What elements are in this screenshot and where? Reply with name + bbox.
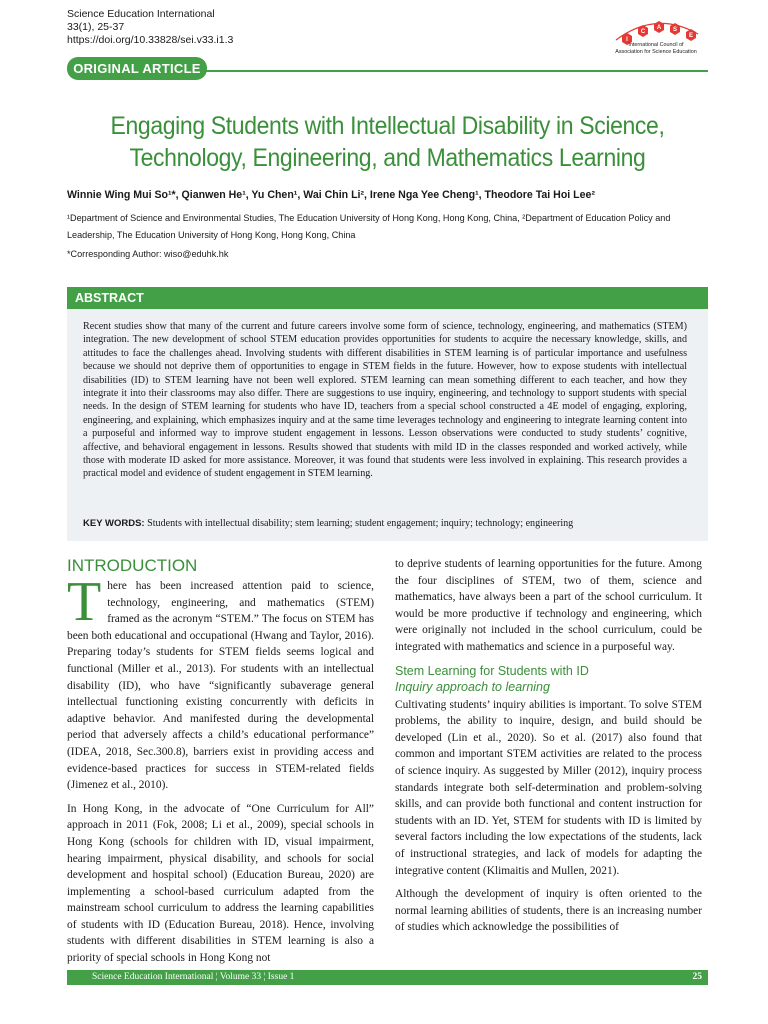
header-rule (205, 70, 708, 72)
page-number: 25 (692, 972, 702, 982)
footer-separator-1: ¦ (215, 972, 218, 982)
logo-caption-line1: International Council of (628, 42, 684, 48)
logo-letter-e: E (688, 33, 694, 40)
right-paragraph-1: to deprive students of learning opportunities for the future. Among the four disciplines of STEM, two of them, science and mathematics, have always been a part of the school curriculum. It would be more productive if technology and engineering, which were originally not included in the school curriculum, could be integrated with mathematics and science in a purposeful way. (395, 558, 702, 653)
author-list: Winnie Wing Mui So¹*, Qianwen He¹, Yu Chen¹, Wai Chin Li², Irene Nga Yee Cheng¹, Theodore Tai Hoi Lee² (67, 189, 595, 201)
inquiry-approach-heading: Inquiry approach to learning (395, 679, 550, 694)
logo-letter-s: S (672, 27, 678, 34)
abstract-text: Recent studies show that many of the current and future careers involve some form of science, technology, engineering, and mathematics (STEM) integration. The new development of school STEM education provides opportunities for students to acquire the necessary knowledge, skills, and attitudes to face the challenges ahead. Involving students with different disabilities in STEM learning is of particular importance and usefulness because we should not deprive them of opportunities to engage in STEM fields in the future. However, how to expose students with intellectual disabilities (ID) to STEM learning have not been well explored. STEM learning can mean something different to each teacher, and how they integrate it into their classrooms may also differ. There are suggestions to use inquiry, engineering, and technology to support students with special needs. In the design of STEM learning for students who have ID, teachers from a special school constructed a 4E model of engaging, exploring, engineering, and explaining, which emphasizes inquiry and at the same time leverages technology and engineering to integrate learning content into a purposeful and informed way to improve student engagement in lessons. Lesson observations were conducted to study students’ cognitive, affective, and behavioral engagement in lessons. Results showed that students with mild ID in the classes responded and worked actively, while those with moderate ID asked for more assistance. Moreover, it was found that students were less involved in explaining. This research provides a practical model and evidence of student engagement in STEM learning. (83, 321, 687, 480)
right-paragraph-3: Although the development of inquiry is often oriented to the normal learning abilities of students, there is an increasing number of studies which acknowledge the possibilities of (395, 888, 702, 934)
journal-meta (67, 8, 233, 47)
footer-issue: Issue 1 (267, 972, 295, 982)
logo-caption (600, 42, 712, 56)
footer-volume: Volume 33 (219, 972, 262, 982)
footer-journal: Science Education International (92, 972, 214, 982)
keywords (83, 517, 687, 530)
logo-caption-line2: Association for Science Education (615, 49, 697, 55)
logo-letter-c: C (640, 29, 646, 36)
right-paragraph-2: Cultivating students’ inquiry abilities is important. To solve STEM problems, the ability to inquire, design, and build should be developed (Lin et al., 2020). So et al. (2017) also found that common and important STEM activities are related to the process of science inquiry. As suggested by Miller (2012), inquiry process standards integrate both self-determination and problem-solving skills, and can provide both functional and content instruction for students with an ID. Yet, STEM for students with ID is limited by several factors including the low expectations of the students, lack of instructional strategies, and lack of models for adapting the integrative content (Klimaitis and Mullen, 2021). (395, 698, 702, 877)
intro-paragraph-1-text: here has been increased attention paid to science, technology, engineering, and mathematics (STEM) framed as the acronym “STEM.” The focus on STEM has been both educational and occupational (Hwang and Taylor, 2016). Preparing today’s students for STEM fields seems logical and functional (Miller et al., 2013). For students with an intellectual disability (ID), who have “significantly subaverage general intellectual functioning existing concurrently with deficits in adaptive behavior. And manifested during the developmental period that adversely affects a child’s educational performance” (IDEA, 2018, Sec.300.8), barriers exist in providing access and evidence-based practices for success in STEM-related fields (Jimenez et al., 2010). (67, 580, 374, 792)
intro-paragraph-1 (67, 571, 374, 794)
article-title: Engaging Students with Intellectual Disability in Science, Technology, Engineering, and Mathematics Learning (110, 112, 665, 172)
logo-letter-a: A (656, 25, 662, 32)
introduction-heading: INTRODUCTION (67, 556, 198, 575)
right-column (395, 556, 702, 943)
left-column (67, 556, 374, 974)
volume-pages: 33(1), 25-37 (67, 21, 125, 33)
drop-cap: T (67, 571, 102, 633)
footer-separator-2: ¦ (263, 972, 266, 982)
footer-text (92, 970, 294, 985)
journal-name: Science Education International (67, 8, 215, 20)
stem-learning-heading: Stem Learning for Students with ID (395, 663, 589, 678)
article-type-badge: ORIGINAL ARTICLE (67, 57, 207, 80)
logo-letter-i: I (626, 37, 628, 44)
keywords-list: Students with intellectual disability; stem learning; student engagement; inquiry; technology; engineering (147, 518, 574, 529)
abstract-heading: ABSTRACT (75, 291, 144, 305)
doi-link[interactable]: https://doi.org/10.33828/sei.v33.i1.3 (67, 34, 234, 46)
abstract-header-bar (67, 287, 708, 309)
keywords-label: KEY WORDS: (83, 518, 145, 529)
corresponding-author[interactable]: *Corresponding Author: wiso@eduhk.hk (67, 249, 229, 259)
affiliations: ¹Department of Science and Environmental Studies, The Education University of Hong Kong, Hong Kong, China, ²Department of Education Policy and Leadership, The Education University of Hong Kong, Hong Kong, China (67, 213, 671, 240)
intro-paragraph-2: In Hong Kong, in the advocate of “One Curriculum for All” approach in 2011 (Fok, 2008; Li et al., 2009), special schools in Hong Kong (schools for children with ID, visual impairment, hearing impairment, physical disability, and schools for social development and hospital school) (Education Bureau, 2020) are implementing a school-based curriculum adapted from the mainstream school curriculum to address the learning capabilities of students with ID (Education Bureau, 2018). Hence, involving students with different disabilities in STEM learning is also a priority of special schools in Hong Kong not (67, 802, 374, 965)
